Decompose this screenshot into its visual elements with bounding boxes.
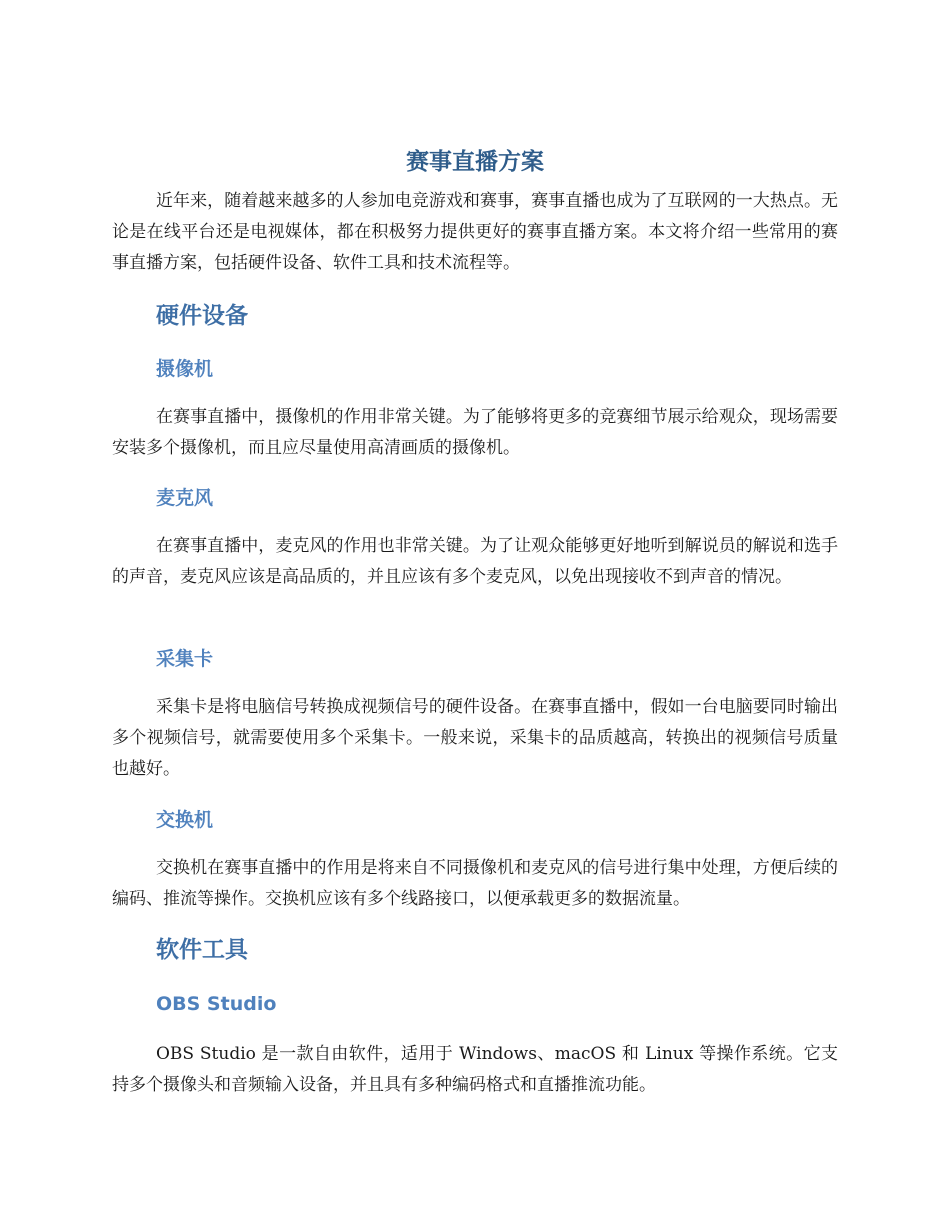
switcher-paragraph: 交换机在赛事直播中的作用是将来自不同摄像机和麦克风的信号进行集中处理，方便后续的编码、推流等操作。交换机应该有多个线路接口，以便承载更多的数据流量。 bbox=[112, 858, 838, 909]
camera-paragraph: 在赛事直播中，摄像机的作用非常关键。为了能够将更多的竞赛细节展示给观众，现场需要安装多个摄像机，而且应尽量使用高清画质的摄像机。 bbox=[112, 407, 838, 458]
heading-capture-card: 采集卡 bbox=[156, 648, 214, 670]
heading-switcher: 交换机 bbox=[156, 809, 214, 831]
intro-paragraph: 近年来，随着越来越多的人参加电竞游戏和赛事，赛事直播也成为了互联网的一大热点。无论是在线平台还是电视媒体，都在积极努力提供更好的赛事直播方案。本文将介绍一些常用的赛事直播方案，包括硬件设备、软件工具和技术流程等。 bbox=[112, 191, 838, 273]
document-title: 赛事直播方案 bbox=[406, 149, 544, 175]
heading-hardware: 硬件设备 bbox=[156, 303, 248, 329]
heading-camera: 摄像机 bbox=[156, 358, 214, 380]
heading-obs-studio: OBS Studio bbox=[156, 993, 277, 1015]
microphone-paragraph: 在赛事直播中，麦克风的作用也非常关键。为了让观众能够更好地听到解说员的解说和选手的声音，麦克风应该是高品质的，并且应该有多个麦克风，以免出现接收不到声音的情况。 bbox=[112, 536, 838, 587]
obs-paragraph: OBS Studio 是一款自由软件，适用于 Windows、macOS 和 Linux 等操作系统。它支持多个摄像头和音频输入设备，并且具有多种编码格式和直播推流功能。 bbox=[112, 1044, 838, 1095]
capture-card-paragraph: 采集卡是将电脑信号转换成视频信号的硬件设备。在赛事直播中，假如一台电脑要同时输出多个视频信号，就需要使用多个采集卡。一般来说，采集卡的品质越高，转换出的视频信号质量也越好。 bbox=[112, 697, 838, 779]
heading-microphone: 麦克风 bbox=[156, 487, 214, 509]
heading-software: 软件工具 bbox=[156, 937, 248, 963]
